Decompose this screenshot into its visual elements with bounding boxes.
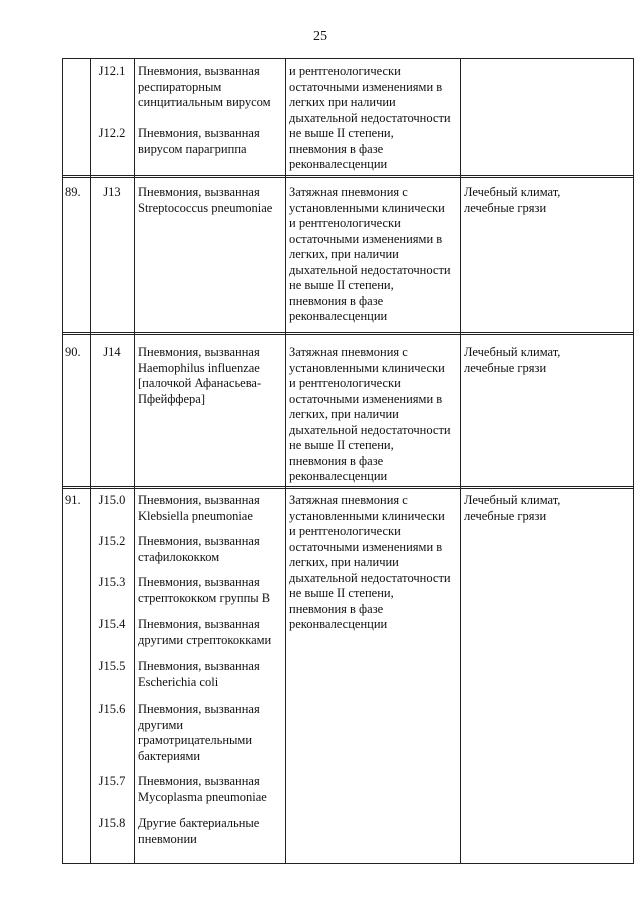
condition-line: реконвалесценции xyxy=(289,469,388,483)
diagnosis-line: Пневмония, вызванная xyxy=(138,774,260,788)
condition-line: остаточными изменениями в xyxy=(289,391,443,406)
diagnosis xyxy=(138,185,282,216)
condition-line: Затяжная пневмония с xyxy=(289,185,408,199)
condition-line: не выше II степени, xyxy=(289,438,394,452)
diagnosis-line: другими стрептококками xyxy=(138,632,272,647)
diagnosis xyxy=(138,659,282,690)
diagnosis xyxy=(138,534,282,565)
icd-code: J15.6 xyxy=(98,702,126,716)
diagnosis-line: грамотрицательными xyxy=(138,733,253,747)
diagnosis-line: Haemophilus influenzae xyxy=(138,360,260,375)
diagnosis-line: [палочкой Афанасьева- xyxy=(138,376,262,390)
condition-line: не выше II степени, xyxy=(289,126,394,140)
row-number: 90. xyxy=(65,345,81,359)
treatment-text xyxy=(464,493,632,524)
condition-line: реконвалесценции xyxy=(289,157,388,171)
icd-code: J15.5 xyxy=(98,659,126,673)
icd-code: J15.3 xyxy=(98,575,126,589)
treatment-line: Лечебный климат, xyxy=(464,493,561,507)
diagnosis-line: Mycoplasma pneumoniae xyxy=(138,789,267,804)
condition-line: установленными клинически xyxy=(289,508,445,523)
treatment-table xyxy=(62,58,634,864)
diagnosis-line: Пневмония, вызванная xyxy=(138,493,260,507)
icd-code: J15.2 xyxy=(98,534,126,548)
diagnosis-line: Пневмония, вызванная xyxy=(138,575,260,589)
row-divider xyxy=(62,332,634,335)
row-divider xyxy=(62,175,634,178)
condition-line: легких, при наличии xyxy=(289,247,399,261)
condition-line: и рентгенологически xyxy=(289,64,401,78)
icd-code: J15.7 xyxy=(98,774,126,788)
condition-line: Затяжная пневмония с xyxy=(289,345,408,359)
treatment-line: Лечебный климат, xyxy=(464,185,561,199)
condition-line: не выше II степени, xyxy=(289,586,394,600)
condition-line: и рентгенологически xyxy=(289,376,401,390)
diagnosis-line: Пневмония, вызванная xyxy=(138,702,260,716)
page-number: 25 xyxy=(313,29,327,44)
icd-code: J15.8 xyxy=(98,816,126,830)
column-divider xyxy=(90,58,91,864)
diagnosis-line: синцитиальным вирусом xyxy=(138,95,271,109)
treatment-text xyxy=(464,185,632,216)
diagnosis xyxy=(138,345,282,407)
condition-line: установленными клинически xyxy=(289,360,445,375)
condition-line: реконвалесценции xyxy=(289,309,388,323)
diagnosis-line: пневмонии xyxy=(138,831,197,846)
diagnosis xyxy=(138,702,282,764)
condition-text xyxy=(289,345,461,485)
condition-line: дыхательной недостаточности xyxy=(289,262,451,277)
condition-line: установленными клинически xyxy=(289,200,445,215)
diagnosis-line: вирусом парагриппа xyxy=(138,141,247,156)
diagnosis-line: Пневмония, вызванная xyxy=(138,617,260,631)
diagnosis-line: Пфейффера] xyxy=(138,391,205,406)
diagnosis-line: Пневмония, вызванная xyxy=(138,534,260,548)
diagnosis-line: другими xyxy=(138,717,184,732)
condition-line: остаточными изменениями в xyxy=(289,79,443,94)
condition-line: и рентгенологически xyxy=(289,524,401,538)
diagnosis-line: Пневмония, вызванная xyxy=(138,64,260,78)
diagnosis-line: Пневмония, вызванная xyxy=(138,345,260,359)
diagnosis-line: Streptococcus pneumoniae xyxy=(138,200,273,215)
table-border-left xyxy=(62,58,63,864)
treatment-text xyxy=(464,345,632,376)
condition-line: и рентгенологически xyxy=(289,216,401,230)
icd-code: J12.2 xyxy=(98,126,126,140)
diagnosis xyxy=(138,64,282,111)
row-divider xyxy=(62,486,634,489)
icd-code: J15.0 xyxy=(98,493,126,507)
condition-line: остаточными изменениями в xyxy=(289,231,443,246)
condition-line: пневмония в фазе xyxy=(289,453,384,468)
diagnosis-line: стрептококком группы В xyxy=(138,590,271,605)
diagnosis-line: Пневмония, вызванная xyxy=(138,659,260,673)
diagnosis xyxy=(138,617,282,648)
table-border-bottom xyxy=(62,863,634,864)
diagnosis-line: Другие бактериальные xyxy=(138,816,260,830)
condition-text xyxy=(289,64,461,173)
condition-line: дыхательной недостаточности xyxy=(289,570,451,585)
diagnosis-line: Klebsiella pneumoniae xyxy=(138,508,253,523)
condition-line: дыхательной недостаточности xyxy=(289,110,451,125)
diagnosis xyxy=(138,816,282,847)
diagnosis-line: Пневмония, вызванная xyxy=(138,126,260,140)
diagnosis-line: Escherichia coli xyxy=(138,674,219,689)
treatment-line: лечебные грязи xyxy=(464,200,547,215)
icd-code: J15.4 xyxy=(98,617,126,631)
treatment-line: Лечебный климат, xyxy=(464,345,561,359)
row-number: 89. xyxy=(65,185,81,199)
diagnosis-line: Пневмония, вызванная xyxy=(138,185,260,199)
condition-line: легких при наличии xyxy=(289,95,396,109)
icd-code: J12.1 xyxy=(98,64,126,78)
condition-line: легких, при наличии xyxy=(289,407,399,421)
column-divider xyxy=(285,58,286,864)
treatment-line: лечебные грязи xyxy=(464,508,547,523)
row-number: 91. xyxy=(65,493,81,507)
condition-line: пневмония в фазе xyxy=(289,601,384,616)
icd-code: J13 xyxy=(103,185,121,199)
column-divider xyxy=(134,58,135,864)
diagnosis xyxy=(138,493,282,524)
condition-line: пневмония в фазе xyxy=(289,141,384,156)
diagnosis xyxy=(138,126,282,157)
condition-line: реконвалесценции xyxy=(289,617,388,631)
condition-text xyxy=(289,185,461,325)
condition-line: легких, при наличии xyxy=(289,555,399,569)
condition-line: остаточными изменениями в xyxy=(289,539,443,554)
diagnosis-line: стафилококком xyxy=(138,549,220,564)
diagnosis xyxy=(138,575,282,606)
condition-line: Затяжная пневмония с xyxy=(289,493,408,507)
table-border-right xyxy=(633,58,634,864)
diagnosis-line: бактериями xyxy=(138,748,201,763)
condition-line: пневмония в фазе xyxy=(289,293,384,308)
diagnosis-line: респираторным xyxy=(138,79,222,94)
condition-text xyxy=(289,493,461,633)
condition-line: не выше II степени, xyxy=(289,278,394,292)
table-border-top xyxy=(62,58,634,59)
diagnosis xyxy=(138,774,282,805)
icd-code: J14 xyxy=(103,345,121,359)
condition-line: дыхательной недостаточности xyxy=(289,422,451,437)
treatment-line: лечебные грязи xyxy=(464,360,547,375)
